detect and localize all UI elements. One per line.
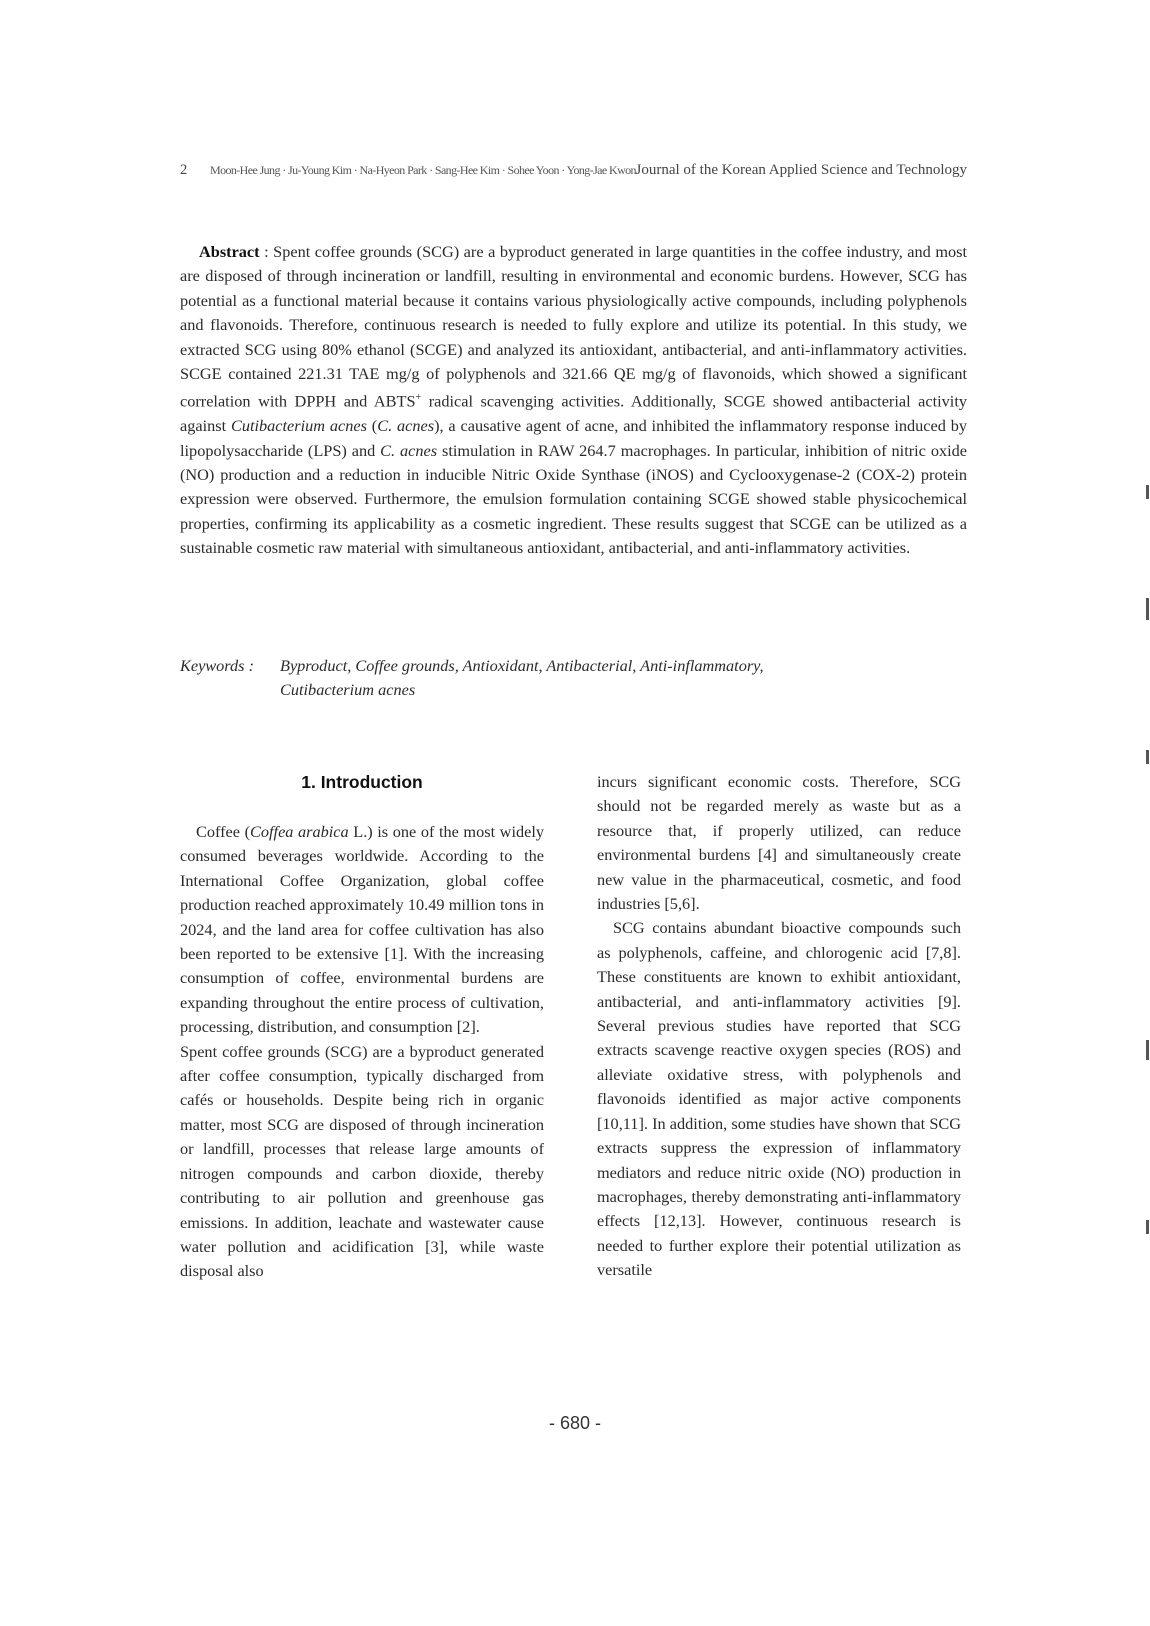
page-footer: - 680 - [548, 1413, 602, 1433]
scan-edge-mark [1146, 485, 1149, 499]
abstract-species-3: C. acnes [380, 440, 438, 460]
abstract-text-1: Spent coffee grounds (SCG) are a byproduct generated in large quantities in the coffee industry, and most are disposed of through incineration or landfill, resulting in environmental and economic burdens. However, SCG has potential as a functional material because it contains various physiologically active compounds, including polyphenols and flavonoids. Therefore, continuous research is needed to fully explore and utilize its potential. In this study, we extracted SCG using 80% ethanol (SCGE) and analyzed its antioxidant, antibacterial, and anti-inflammatory activities. SCGE contained 221.31 TAE mg/g of polyphenols and 321.66 QE mg/g of flavonoids, which showed a significant correlation with DPPH and ABTS [180, 242, 967, 411]
intro-paragraph-3: incurs significant economic costs. Therefore, SCG should not be regarded merely as waste but as a resource that, if properly utilized, can reduce environmental burdens [4] and simultaneously create new value in the pharmaceutical, cosmetic, and food industries [5,6]. [597, 772, 961, 914]
abstract-text-2: radical scavenging activities. Additionally, SCGE showed antibacterial activity against [180, 391, 967, 436]
abstract-sep: : [259, 242, 274, 261]
intro-paragraph-2: Spent coffee grounds (SCG) are a byproduct generated after coffee consumption, typically discharged from cafés or households. Despite being rich in organic matter, most SCG are disposed of through incineration or landfill, processes that release large amounts of nitrogen compounds and carbon dioxide, thereby contributing to air pollution and greenhouse gas emissions. In addition, leachate and wastewater cause water pollution and acidification [3], while waste disposal also [180, 1041, 544, 1281]
intro-paragraph-1 [180, 820, 544, 1040]
keywords-line-1: Byproduct, Coffee grounds, Antioxidant, Antibacterial, Anti-inflammatory, [280, 656, 764, 675]
abstract [180, 240, 967, 561]
intro-p1-text-b: L.) is one of the most widely consumed beverages worldwide. According to the International Coffee Organization, global coffee production reached approximately 10.49 million tons in 2024, and the land area for coffee cultivation has also been reported to be extensive [1]. With the increasing consumption of coffee, environmental burdens are expanding throughout the entire process of cultivation, processing, distribution, and consumption [2]. [180, 822, 544, 1037]
right-column [597, 770, 961, 1283]
abstract-text-5: stimulation in RAW 264.7 macrophages. In particular, inhibition of nitric oxide (NO) production and a reduction in inducible Nitric Oxide Synthase (iNOS) and Cyclooxygenase-2 (COX-2) protein expression were observed. Furthermore, the emulsion formulation containing SCGE showed stable physicochemical properties, confirming its applicability as a cosmetic ingredient. These results suggest that SCGE can be utilized as a sustainable cosmetic raw material with simultaneous antioxidant, antibacterial, and anti-inflammatory activities. [180, 440, 968, 558]
scan-edge-mark [1146, 1220, 1149, 1234]
left-column [180, 770, 544, 1284]
keywords-line-2: Cutibacterium acnes [280, 680, 416, 699]
scan-edge-mark [1146, 1040, 1149, 1060]
abstract-species-2: C. acnes [377, 416, 435, 436]
intro-p1-species: Coffea arabica [250, 822, 349, 841]
author-list: Moon-Hee Jung · Ju-Young Kim · Na-Hyeon Park · Sang-Hee Kim · Sohee Yoon · Yong-Jae Kwon [210, 163, 636, 177]
keywords-label: Keywords : [180, 656, 255, 675]
intro-paragraph-4: SCG contains abundant bioactive compounds such as polyphenols, caffeine, and chlorogenic acid [7,8]. These constituents are known to exhibit antioxidant, antibacterial, and anti-inflammatory activities [9]. Several previous studies have reported that SCG extracts scavenge reactive oxygen species (ROS) and alleviate oxidative stress, with polyphenols and flavonoids identified as major active components [10,11]. In addition, some studies have shown that SCG extracts suppress the expression of inflammatory mediators and reduce nitric oxide (NO) production in macrophages, thereby demonstrating anti-inflammatory effects [12,13]. However, continuous research is needed to further explore their potential utilization as versatile [597, 918, 961, 1280]
section-title-introduction: 1. Introduction [301, 772, 423, 792]
abstract-text-4: ), a causative agent of acne, and inhibited the inflammatory response induced by lipopolysaccharide (LPS) and [180, 416, 967, 460]
scan-edge-mark [1146, 598, 1149, 620]
page-number: 2 [180, 162, 188, 178]
abstract-label: Abstract [199, 242, 260, 261]
intro-p1-text-a: Coffee ( [196, 822, 251, 841]
scan-edge-mark [1146, 750, 1149, 764]
journal-title: Journal of the Korean Applied Science and Technology [635, 162, 967, 178]
abstract-superscript: + [415, 392, 422, 404]
keywords [180, 654, 967, 702]
abstract-text-3: ( [366, 416, 378, 436]
abstract-species-1: Cutibacterium acnes [230, 416, 367, 436]
